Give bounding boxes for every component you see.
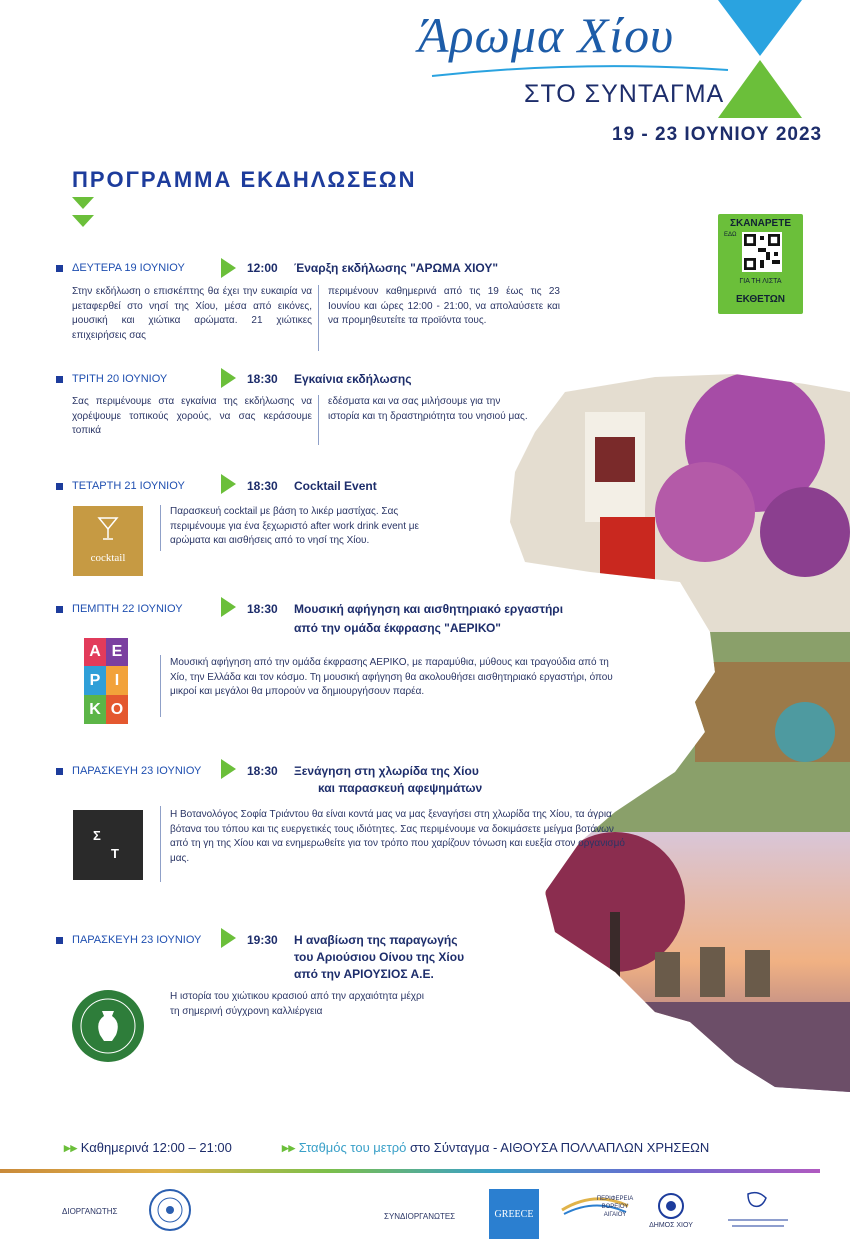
logo-title: Άρωμα Χίου bbox=[418, 7, 675, 63]
region-line-2: ΒΟΡΕΙΟΥ bbox=[601, 1204, 629, 1210]
day-bullet bbox=[56, 483, 63, 490]
event-dates: 19 - 23 ΙΟΥΝΙΟΥ 2023 bbox=[612, 124, 823, 145]
event-3-time: 18:30 bbox=[247, 479, 278, 493]
region-logo bbox=[550, 1188, 640, 1238]
event-6-day: ΠΑΡΑΣΚΕΥΗ 23 ΙΟΥΝΙΟΥ bbox=[72, 934, 202, 946]
qr-scan-label: ΣΚΑΝΑΡΕΤΕ bbox=[729, 218, 791, 229]
aeriko-letter: Ρ bbox=[84, 666, 106, 695]
qr-here-label: ΕΔΩ bbox=[724, 232, 737, 238]
rainbow-divider bbox=[0, 1169, 820, 1173]
green-triangle-down-icon bbox=[72, 197, 94, 233]
column-divider bbox=[160, 806, 161, 882]
qr-code-icon[interactable] bbox=[742, 232, 782, 272]
play-arrow-icon bbox=[221, 928, 236, 948]
event-5-desc: Η Βοτανολόγος Σοφία Τριάντου θα είναι κοντά μας να μας ξεναγήσει στη χλωρίδα της Χίου, τα άγρια βότανα του τόπου και τις ευεργετικές τους ιδιότητες. Σας περιμένουμε να δοκιμάσετε μείγμα βοτάνων από τη γη της Χίου και να ενημερωθείτε για τον τρόπο που χαρίζουν τόνωση και ευεξία στον οργανισμό μας. bbox=[170, 809, 625, 864]
event-2-desc-right: εδέσματα και να σας μιλήσουμε για την ιστορία και τη δραστηριότητα του νησιού μας. bbox=[328, 396, 528, 422]
column-divider bbox=[160, 655, 161, 717]
column-divider bbox=[318, 395, 319, 445]
day-bullet bbox=[56, 937, 63, 944]
greece-logo: GREECE bbox=[489, 1189, 539, 1239]
aeriko-letter: Ο bbox=[106, 695, 128, 724]
event-1-desc-left: Στην εκδήλωση ο επισκέπτης θα έχει την ευκαιρία να μεταφερθεί στο νησί της Χίου, μέσα από εικόνες, μουσική και χιώτικα αρώματα. 21 χιώτικες επιχειρήσεις σας bbox=[72, 286, 312, 341]
cocktail-logo-text: cocktail bbox=[90, 552, 126, 564]
organizer-label: ΔΙΟΡΓΑΝΩΤΗΣ bbox=[62, 1207, 118, 1216]
chios-photo-collage bbox=[505, 372, 850, 1092]
aeriko-letter: Κ bbox=[84, 695, 106, 724]
event-3-title: Cocktail Event bbox=[294, 479, 377, 493]
play-arrow-icon bbox=[221, 474, 236, 494]
chamber-logo-icon bbox=[718, 1190, 798, 1234]
logo-subtitle: ΣΤΟ ΣΥΝΤΑΓΜΑ bbox=[524, 80, 725, 108]
hourglass-logo-icon bbox=[716, 0, 804, 120]
day-bullet bbox=[56, 265, 63, 272]
event-4-day: ΠΕΜΠΤΗ 22 ΙΟΥΝΙΟΥ bbox=[72, 603, 183, 615]
event-5-day: ΠΑΡΑΣΚΕΥΗ 23 ΙΟΥΝΙΟΥ bbox=[72, 765, 202, 777]
qr-panel[interactable] bbox=[718, 214, 803, 314]
event-4-time: 18:30 bbox=[247, 602, 278, 616]
municipality-emblem-icon bbox=[657, 1192, 685, 1220]
event-6-title-line1: Η αναβίωση της παραγωγής bbox=[294, 933, 458, 947]
aeriko-letter: Ε bbox=[106, 638, 128, 666]
region-line-1: ΠΕΡΙΦΕΡΕΙΑ bbox=[596, 1196, 634, 1202]
event-6-time: 19:30 bbox=[247, 933, 278, 947]
aeriko-logo bbox=[84, 638, 128, 724]
event-1-desc-right: περιμένουν καθημερινά από τις 19 έως τις 23 Ιουνίου και ώρες 12:00 - 21:00, να απολαύσετε και να προμηθευτείτε τα προϊόντα τους. bbox=[328, 286, 560, 326]
footer-hours bbox=[64, 1140, 232, 1156]
play-arrow-icon bbox=[221, 759, 236, 779]
event-5-title-line1: Ξενάγηση στη χλωρίδα της Χίου bbox=[294, 764, 479, 778]
day-bullet bbox=[56, 606, 63, 613]
arious-logo bbox=[71, 989, 145, 1063]
event-2-title: Εγκαίνια εκδήλωσης bbox=[294, 372, 412, 386]
program-title: ΠΡΟΓΡΑΜΜΑ ΕΚΔΗΛΩΣΕΩΝ bbox=[72, 167, 417, 192]
coorganizers-label: ΣΥΝΔΙΟΡΓΑΝΩΤΕΣ bbox=[384, 1212, 456, 1221]
event-3-day: ΤΕΤΑΡΤΗ 21 ΙΟΥΝΙΟΥ bbox=[72, 480, 185, 492]
event-2-desc-left: Σας περιμένουμε στα εγκαίνια της εκδήλωσης να χορέψουμε τοπικούς χορούς, να σας κεράσουμε τοπικά bbox=[72, 396, 312, 436]
region-line-3: ΑΙΓΑΙΟΥ bbox=[603, 1212, 627, 1218]
organizer-seal-icon bbox=[148, 1188, 192, 1232]
event-2-day: ΤΡΙΤΗ 20 ΙΟΥΝΙΟΥ bbox=[72, 373, 168, 385]
event-4-title-line1: Μουσική αφήγηση και αισθητηριακό εργαστήρι bbox=[294, 602, 564, 616]
double-arrow-icon: ▸▸ bbox=[282, 1140, 296, 1155]
footer-hours-text: Καθημερινά 12:00 – 21:00 bbox=[80, 1140, 232, 1155]
event-4-title-line2: από την ομάδα έκφρασης "ΑΕΡΙΚΟ" bbox=[294, 621, 501, 635]
st-logo-t: Τ bbox=[111, 846, 119, 861]
logo-swoosh-icon bbox=[430, 62, 730, 78]
event-2-time: 18:30 bbox=[247, 372, 278, 386]
column-divider bbox=[318, 285, 319, 351]
aeriko-letter: Α bbox=[84, 638, 106, 666]
play-arrow-icon bbox=[221, 368, 236, 388]
event-3-desc: Παρασκευή cocktail με βάση το λικέρ μαστίχας. Σας περιμένουμε για ένα ξεχωριστό after work drink event με αρώματα και αισθήσεις από το νησί της Χίου. bbox=[170, 506, 420, 546]
event-6-desc: Η ιστορία του χιώτικου κρασιού από την αρχαιότητα μέχρι τη σημερινή σύγχρονη καλλιέργεια bbox=[170, 991, 424, 1017]
day-bullet bbox=[56, 768, 63, 775]
double-arrow-icon: ▸▸ bbox=[64, 1140, 78, 1155]
qr-exhibitors-label: ΕΚΘΕΤΩΝ bbox=[735, 294, 786, 305]
event-5-title-line2: και παρασκευή αφεψημάτων bbox=[318, 781, 483, 795]
footer-metro: Σταθμός του μετρό bbox=[298, 1140, 407, 1155]
st-logo bbox=[73, 810, 143, 880]
event-1-title: Έναρξη εκδήλωσης "ΑΡΩΜΑ ΧΙΟΥ" bbox=[294, 261, 499, 275]
event-6-title-line3: από την ΑΡΙΟΥΣΙΟΣ Α.Ε. bbox=[294, 967, 434, 981]
play-arrow-icon bbox=[221, 258, 236, 278]
event-1-day: ΔΕΥΤΕΡΑ 19 ΙΟΥΝΙΟΥ bbox=[72, 262, 185, 274]
footer-venue: στο Σύνταγμα - ΑΙΘΟΥΣΑ ΠΟΛΛΑΠΛΩΝ ΧΡΗΣΕΩΝ bbox=[409, 1140, 710, 1155]
cocktail-logo bbox=[73, 506, 143, 576]
footer-location bbox=[282, 1140, 709, 1156]
municipality-label: ΔΗΜΟΣ ΧΙΟΥ bbox=[649, 1222, 693, 1229]
qr-list-label: ΓΙΑ ΤΗ ΛΙΣΤΑ bbox=[739, 278, 782, 285]
event-1-time: 12:00 bbox=[247, 261, 278, 275]
aeriko-letter: Ι bbox=[106, 666, 128, 695]
event-4-desc: Μουσική αφήγηση από την ομάδα έκφρασης ΑΕΡΙΚΟ, με παραμύθια, μύθους και τραγούδια από τη Χίο, την Ελλάδα και τον κόσμο. Τη μουσική αφήγηση θα ακολουθήσει αισθητηριακό εργαστήρι, όπου μικροί και μεγάλοι θα μπορούν να δημιουργήσουν παρέα. bbox=[170, 657, 613, 697]
event-5-time: 18:30 bbox=[247, 764, 278, 778]
play-arrow-icon bbox=[221, 597, 236, 617]
cocktail-glass-icon bbox=[97, 516, 119, 542]
day-bullet bbox=[56, 376, 63, 383]
column-divider bbox=[160, 505, 161, 551]
st-logo-s: Σ bbox=[93, 828, 101, 843]
event-6-title-line2: του Αριούσιου Οίνου της Χίου bbox=[294, 950, 465, 964]
